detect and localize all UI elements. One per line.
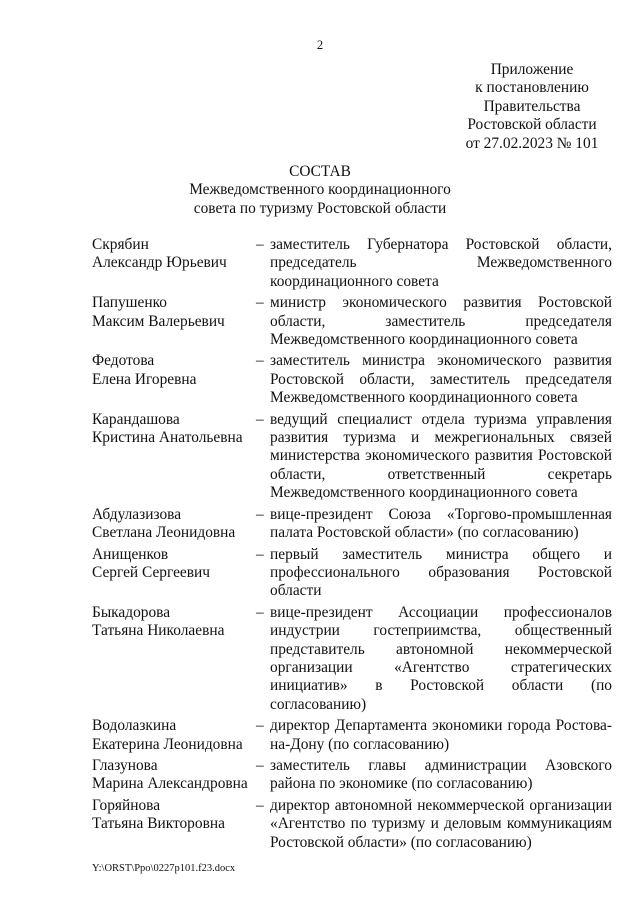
member-given-name: Светлана Леонидовна [92, 524, 236, 542]
member-given-name: Кристина Анатольевна [92, 429, 243, 447]
appendix-header [440, 61, 624, 153]
member-dash: – [256, 603, 264, 621]
member-entry [92, 797, 612, 852]
member-given-name: Елена Игоревна [92, 370, 197, 388]
appendix-line: Правительства [483, 97, 581, 115]
member-role: вице-президент Ассоциации профессионалов индустрии гостеприимства, общественный представитель автономной некоммерческой организации «Агентство стратегических инициатив» в Ростовской области (по согласованию) [270, 603, 612, 713]
member-name [92, 506, 262, 543]
member-dash: – [256, 410, 264, 428]
member-given-name: Екатерина Леонидовна [92, 735, 243, 753]
member-role: ведущий специалист отдела туризма управления развития туризма и межрегиональных связей министерства экономического развития Ростовской области, ответственный секретарь Межведомственного координационного совета [270, 410, 612, 502]
member-given-name: Татьяна Викторовна [92, 815, 225, 833]
member-role: министр экономического развития Ростовской области, заместитель председателя Межведомственного координационного совета [270, 294, 612, 349]
member-entry [92, 757, 612, 794]
member-name [92, 604, 262, 641]
member-surname: Водолазкина [92, 717, 177, 735]
member-given-name: Сергей Сергеевич [92, 563, 210, 581]
member-name [92, 352, 262, 389]
members-list [92, 236, 612, 855]
member-name [92, 717, 262, 754]
member-dash: – [256, 545, 264, 563]
member-dash: – [256, 505, 264, 523]
appendix-line: Приложение [490, 61, 574, 78]
member-name [92, 411, 262, 448]
member-given-name: Татьяна Николаевна [92, 622, 225, 640]
member-role: заместитель главы администрации Азовского района по экономике (по согласованию) [270, 756, 612, 793]
member-surname: Папушенко [92, 294, 167, 312]
member-surname: Быкадорова [92, 603, 171, 621]
member-dash: – [256, 796, 264, 814]
page-number: 2 [316, 38, 324, 52]
member-surname: Глазунова [92, 756, 158, 774]
member-name [92, 236, 262, 273]
member-role: заместитель Губернатора Ростовской области, председатель Межведомственного координационного совета [270, 236, 612, 290]
member-dash: – [256, 294, 264, 312]
title-line: Межведомственного координационного [189, 181, 451, 199]
member-given-name: Максим Валерьевич [92, 312, 225, 330]
member-surname: Анищенков [92, 545, 169, 563]
file-path-footer: Y:\ORST\Ppo\0227p101.f23.docx [92, 863, 236, 874]
member-name [92, 294, 262, 331]
member-entry [92, 604, 612, 714]
member-name [92, 546, 262, 583]
member-entry [92, 294, 612, 349]
member-dash: – [256, 756, 264, 774]
member-role: директор автономной некоммерческой организации «Агентство по туризму и деловым коммуникациям Ростовской области» (по согласованию) [270, 796, 612, 851]
member-given-name: Марина Александровна [92, 775, 248, 793]
member-surname: Абдулазизова [92, 505, 182, 523]
member-entry [92, 236, 612, 291]
appendix-line: к постановлению [475, 79, 589, 97]
member-surname: Федотова [92, 352, 155, 370]
member-role: вице-президент Союза «Торгово-промышленная палата Ростовской области» (по согласованию) [270, 505, 612, 542]
member-entry [92, 352, 612, 407]
appendix-date-line: от 27.02.2023 № 101 [465, 134, 599, 152]
member-role: директор Департамента экономики города Ростова-на-Дону (по согласованию) [270, 717, 612, 753]
title-heading: СОСТАВ [289, 163, 351, 180]
title-line: совета по туризму Ростовской области [193, 199, 447, 217]
member-surname: Карандашова [92, 410, 180, 428]
member-surname: Скрябин [92, 236, 149, 253]
document-title [0, 163, 640, 218]
member-name [92, 797, 262, 834]
member-dash: – [256, 717, 264, 735]
member-entry [92, 546, 612, 601]
member-given-name: Александр Юрьевич [92, 254, 227, 272]
member-role: первый заместитель министра общего и профессионального образования Ростовской области [270, 545, 612, 600]
appendix-line: Ростовской области [467, 116, 597, 134]
member-surname: Горяйнова [92, 796, 161, 814]
member-dash: – [256, 236, 264, 253]
member-dash: – [256, 352, 264, 370]
member-entry [92, 717, 612, 754]
member-entry [92, 506, 612, 543]
member-entry [92, 411, 612, 503]
member-name [92, 757, 262, 794]
member-role: заместитель министра экономического развития Ростовской области, заместитель председателя Межведомственного координационного совета [270, 352, 612, 407]
